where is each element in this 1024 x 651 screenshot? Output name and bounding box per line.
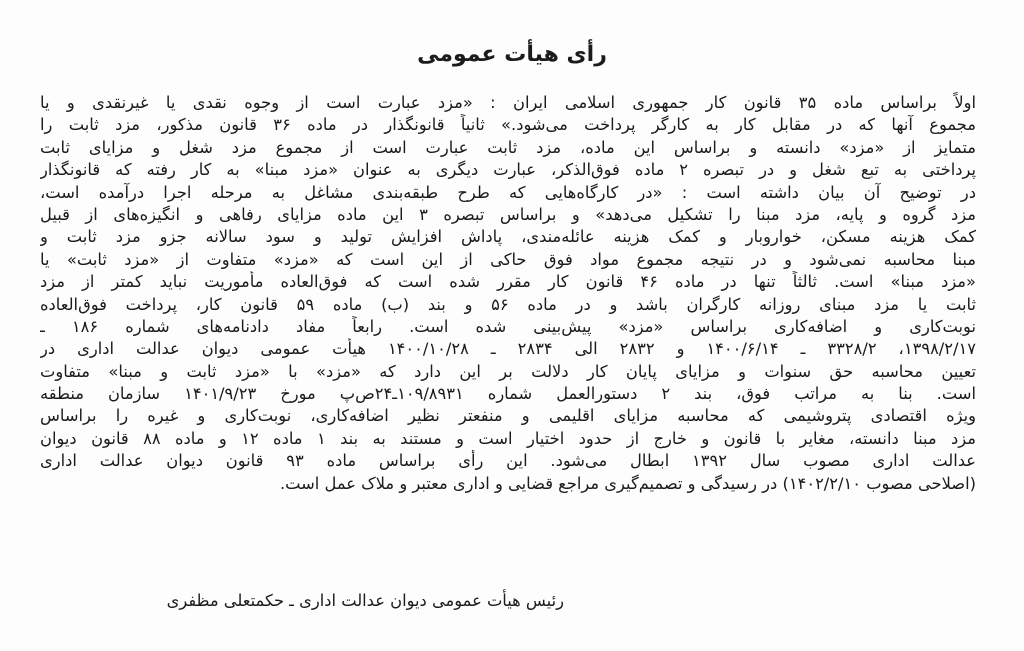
body-line: (اصلاحی مصوب ۱۴۰۲/۲/۱۰) در رسیدگی و تصمیم‌گیری مراجع قضایی و اداری معتبر و ملاک عمل است. bbox=[280, 473, 976, 493]
body-line: ثابت یا مزد مبنای روزانه کارگران باشد و در ماده ۵۶ و بند (ب) ماده ۵۹ قانون کار، پرداخت فوق‌العاده bbox=[40, 294, 976, 314]
document-title: رأی هیأت عمومی bbox=[417, 42, 607, 67]
body-line: پرداختی به تبع شغل و در تبصره ۲ ماده فوق‌الذکر، عبارت دیگری به عنوان «مزد مبنا» به کار رفته که قانونگذار bbox=[40, 160, 976, 180]
body-line: مزد مبنا دانسته، مغایر با قانون و خارج از حدود اختیار است و مستند به بند ۱ ماده ۱۲ و ماده ۸۸ قانون دیوان bbox=[40, 428, 976, 448]
body-line: مبنا محاسبه نمی‌شود و در نتیجه مجموع مواد فوق حاکی از این است که «مزد» متفاوت از «مزد ثابت» یا bbox=[40, 249, 976, 269]
body-line: مزد گروه و پایه، مزد مبنا را تشکیل می‌دهد» و براساس تبصره ۳ این ماده مزایای رفاهی و انگیزه‌های از قبیل bbox=[40, 204, 976, 224]
body-line: ویژه اقتصادی پتروشیمی که محاسبه مزایای اقلیمی و منفعتر نظیر اضافه‌کاری، نوبت‌کاری و غیره را براساس bbox=[40, 406, 976, 426]
body-line: کمک هزینه مسکن، خواروبار و کمک هزینه عائله‌مندی، پاداش افزایش تولید و سود سالانه جزو مزد ثابت و bbox=[40, 227, 976, 247]
body-line: در توضیح آن بیان داشته است : «در کارگاه‌هایی که طرح طبقه‌بندی مشاغل به مرحله اجرا درآمده است، bbox=[40, 182, 976, 202]
signature-line: رئیس هیأت عمومی دیوان عدالت اداری ـ حکمتعلی مظفری bbox=[166, 591, 564, 610]
ruling-body bbox=[40, 92, 976, 495]
body-line: تعیین محاسبه حق سنوات و مزایای پایان کار دلالت بر این دارد که «مزد» با «مزد ثابت و مبنا» متفاوت bbox=[40, 361, 976, 381]
body-line: عدالت اداری مصوب سال ۱۳۹۲ ابطال می‌شود. این رأی براساس ماده ۹۳ قانون دیوان عدالت اداری bbox=[40, 451, 976, 471]
body-line: مجموع آنها که در مقابل کار به کارگر پرداخت می‌شود.» ثانیاً قانونگذار در ماده ۳۶ قانون مذکور، مزد ثابت را bbox=[40, 115, 976, 135]
body-line: اولاً براساس ماده ۳۵ قانون کار جمهوری اسلامی ایران : «مزد عبارت است از وجوه نقدی یا غیرنقدی و یا bbox=[40, 93, 976, 112]
body-line: ۱۳۹۸/۲/۱۷، ۳۳۲۸/۲ ـ ۱۴۰۰/۶/۱۴ و ۲۸۳۲ الی ۲۸۳۴ ـ ۱۴۰۰/۱۰/۲۸ هیأت عمومی دیوان عدالت اداری در bbox=[40, 339, 976, 359]
body-line: نوبت‌کاری و اضافه‌کاری براساس «مزد» پیش‌بینی شده است. رابعاً مفاد دادنامه‌های شماره ۱۸۶ ـ bbox=[40, 316, 976, 336]
body-line: «مزد مبنا» است. ثالثاً تنها در ماده ۴۶ قانون کار مقرر شده است که فوق‌العاده مأموریت نباید کمتر از مزد bbox=[40, 272, 976, 292]
body-line: است. بنا به مراتب فوق، بند ۲ دستورالعمل شماره ۱۰۹/۸۹۳۱ـ۲۴ص‌پ مورخ ۱۴۰۱/۹/۲۳ سازمان منطقه bbox=[40, 384, 976, 404]
body-line: متمایز از «مزد» دانسته و براساس این ماده، مزد ثابت عبارت است از مجموع مزد شغل و مزایای ثابت bbox=[40, 137, 976, 157]
